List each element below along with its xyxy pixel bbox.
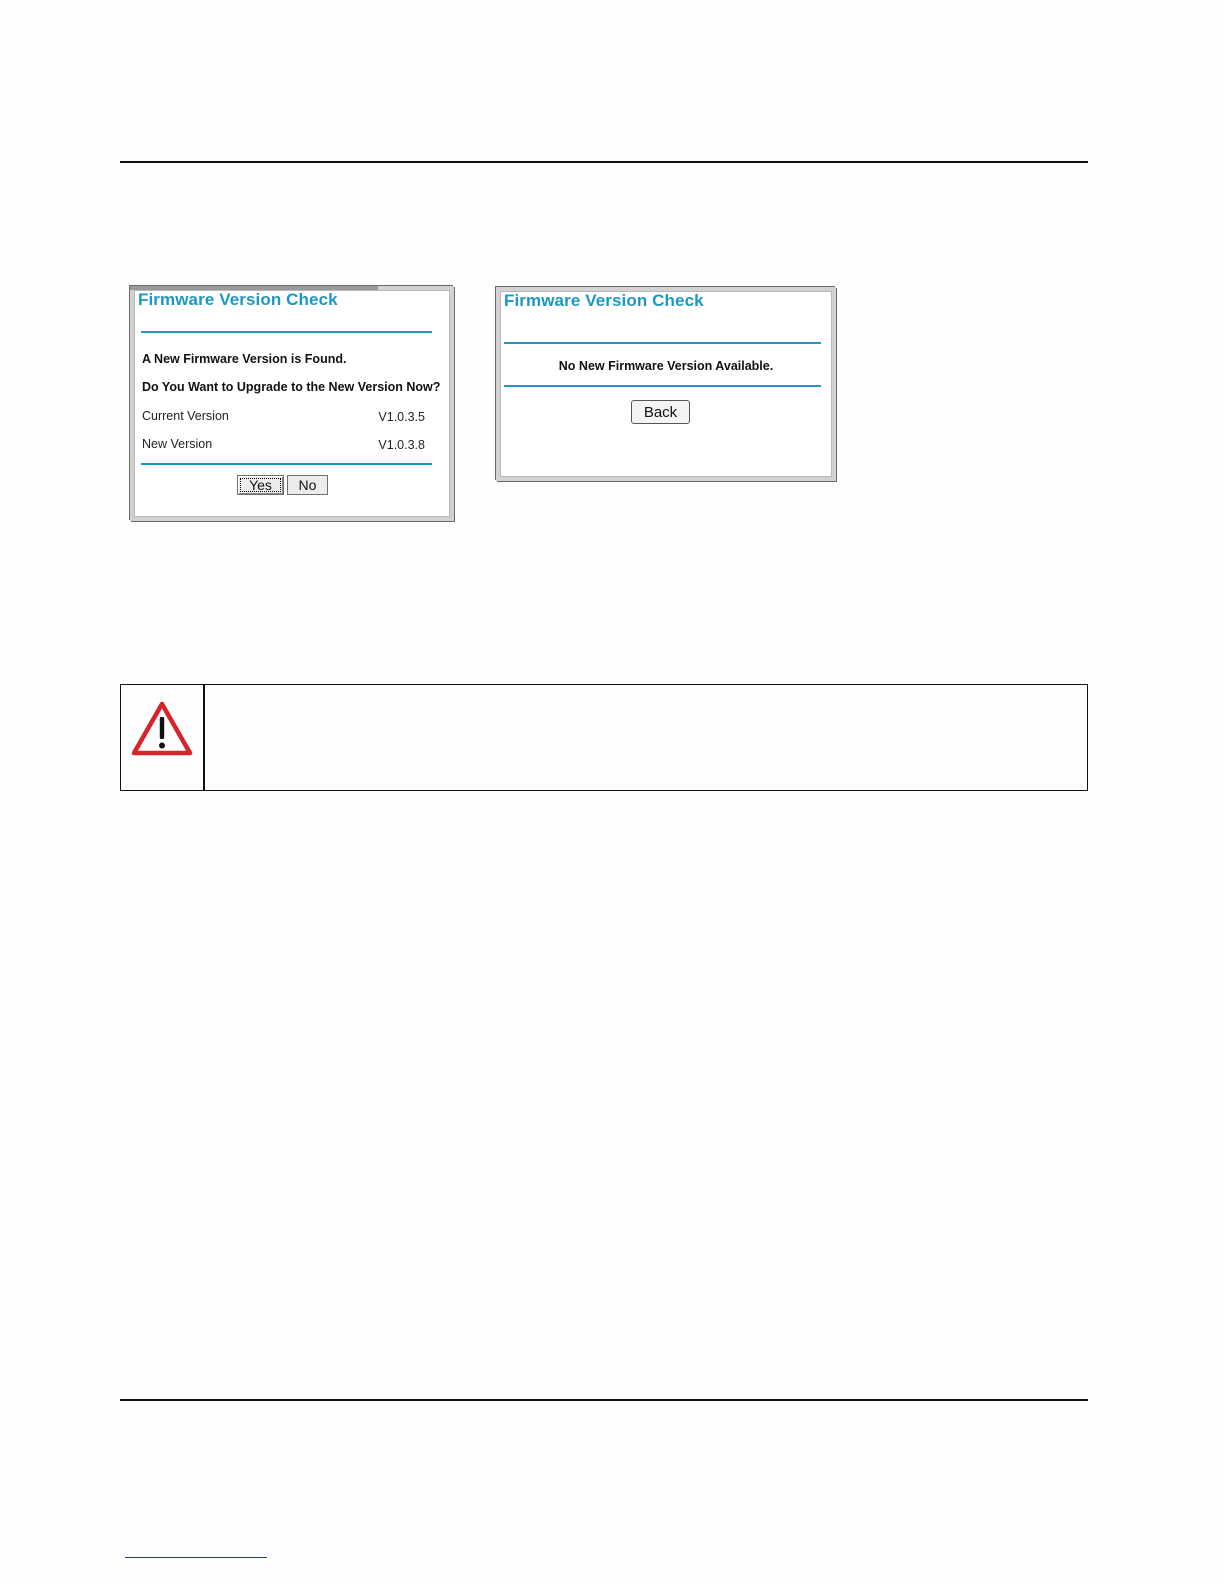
no-update-message: No New Firmware Version Available.: [558, 359, 774, 373]
back-button[interactable]: Back: [631, 400, 690, 424]
message-divider: [504, 385, 821, 387]
new-version-value: V1.0.3.8: [378, 438, 425, 452]
buttons-divider: [141, 463, 432, 465]
no-firmware-dialog: [496, 287, 836, 481]
dialog-title: Firmware Version Check: [138, 290, 338, 309]
found-message: A New Firmware Version is Found.: [142, 352, 347, 366]
current-version-value: V1.0.3.5: [378, 410, 425, 424]
warning-triangle-icon: [131, 701, 193, 757]
page-footer-rule: [120, 1399, 1088, 1401]
current-version-label: Current Version: [142, 409, 229, 423]
page-header-rule: [120, 161, 1088, 163]
warning-callout: [120, 684, 1088, 791]
footer-link-underline: [125, 1557, 267, 1558]
warning-divider: [203, 685, 205, 790]
title-divider: [141, 331, 432, 333]
firmware-found-dialog: [130, 286, 454, 521]
dialog-title: Firmware Version Check: [504, 291, 704, 310]
title-divider: [504, 342, 821, 344]
no-button[interactable]: No: [287, 475, 328, 495]
new-version-label: New Version: [142, 437, 213, 451]
yes-button[interactable]: Yes: [237, 475, 284, 495]
upgrade-question: Do You Want to Upgrade to the New Version Now?: [142, 380, 441, 394]
